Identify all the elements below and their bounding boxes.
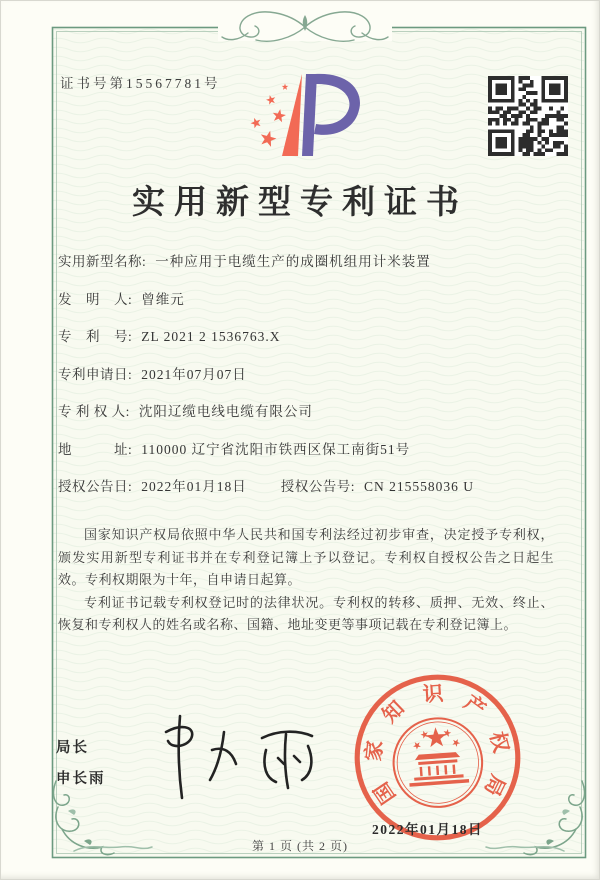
page-footer: 第 1 页 (共 2 页): [252, 839, 348, 853]
legal-paragraph-2: 专利证书记载专利权登记时的法律状况。专利权的转移、质押、无效、终止、恢复和专利权人的姓名或名称、国籍、地址变更等事项记载在专利登记簿上。: [58, 594, 554, 632]
field-list: [58, 252, 556, 515]
field-label: 专 利 权 人:: [58, 404, 130, 419]
certificate-number: 证书号第15567781号: [60, 76, 221, 91]
field-value: 沈阳辽缆电线电缆有限公司: [138, 404, 313, 419]
svg-text:识: 识: [422, 683, 445, 707]
signer-name: 申长雨: [56, 771, 106, 787]
field-row-patentee: [58, 402, 556, 422]
national-emblem-icon: [391, 715, 485, 809]
field-value: 2022年01月18日: [141, 479, 247, 494]
field-row-grant: [58, 477, 556, 497]
svg-text:局: 局: [479, 770, 509, 800]
svg-text:知: 知: [378, 697, 409, 728]
field-row-name: [58, 252, 556, 272]
svg-text:权: 权: [485, 729, 512, 755]
field-value: 一种应用于电缆生产的成圈机组用计米装置: [155, 254, 431, 269]
field-value: 2021年07月07日: [141, 366, 247, 382]
svg-text:家: 家: [363, 739, 388, 763]
field-row-address: [58, 440, 556, 460]
field-label: 授权公告日:: [58, 479, 133, 494]
field-value: 110000 辽宁省沈阳市铁西区保工南街51号: [141, 441, 411, 457]
qr-code: [488, 76, 568, 156]
field-row-inventor: [58, 290, 556, 310]
field-row-patent-no: [58, 327, 556, 347]
legal-text: [58, 524, 554, 637]
signer-title: 局长: [56, 740, 89, 756]
field-value: 曾维元: [141, 291, 185, 307]
field-label: 专利申请日:: [58, 366, 133, 382]
field-label: 发 明 人:: [58, 291, 133, 307]
field-value: ZL 2021 2 1536763.X: [141, 329, 281, 344]
field-row-filing-date: [58, 365, 556, 385]
signature: [128, 710, 338, 805]
field-label: 地 址:: [58, 441, 133, 457]
certificate-title: 实用新型专利证书: [132, 185, 468, 221]
signer-block: [56, 736, 106, 798]
svg-text:产: 产: [459, 691, 490, 722]
field-label: 授权公告号:: [280, 479, 356, 494]
legal-paragraph-1: 国家知识产权局依照中华人民共和国专利法经过初步审查，决定授予专利权，颁发实用新型专利证书并在专利登记簿上予以登记。专利权自授权公告之日起生效。专利权期限为十年，自申请日起算。: [58, 527, 554, 587]
field-value: CN 215558036 U: [364, 479, 475, 494]
svg-text:国: 国: [370, 777, 401, 808]
cnipa-logo-icon: [238, 70, 366, 166]
seal-date: 2022年01月18日: [372, 822, 483, 837]
field-label: 专 利 号:: [58, 329, 133, 344]
field-label: 实用新型名称:: [58, 254, 147, 269]
